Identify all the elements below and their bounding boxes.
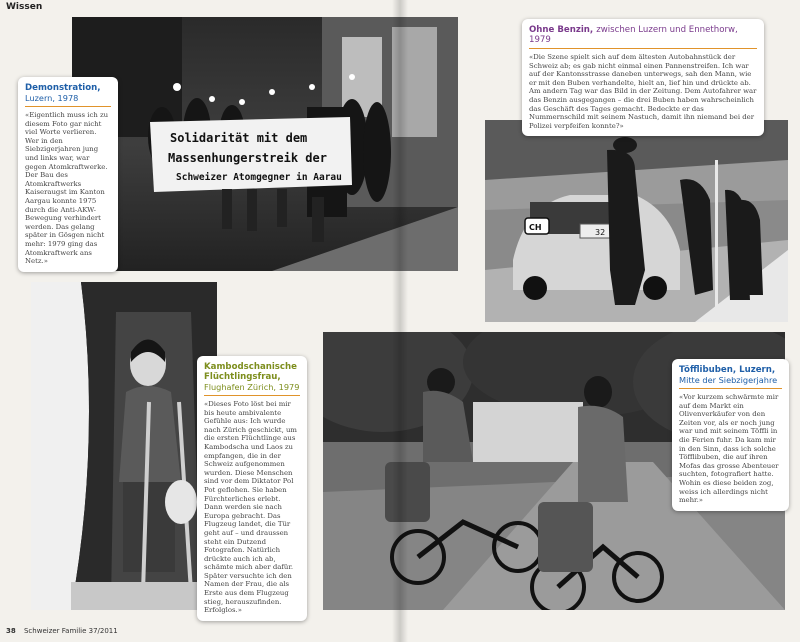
ch-sticker-text: CH: [529, 223, 542, 232]
caption-demonstration: [18, 77, 118, 272]
caption-kambodscha-rule: [204, 395, 300, 396]
center-fold: [392, 0, 408, 642]
kambodscha-image: [31, 282, 217, 610]
photo-ohne-benzin: [485, 120, 788, 322]
ohne-benzin-image: [485, 120, 788, 322]
caption-kambodscha: [197, 356, 307, 621]
caption-demonstration-text: «Eigentlich muss ich zu diesem Foto gar nicht viel Worte verlieren. Wer in den Siebzigerjahren jung und links war, war gegen Atomkraftwerke. Der Bau des Atomkraftwerks Kaiseraugst im Kanton Aargau konnte 1975 durch die Anti-AKW-Bewegung verhindert werden. Das gelang später in Gösgen nicht mehr: 1979 ging das Atomkraftwerk ans Netz.»: [25, 111, 109, 266]
caption-ohne-benzin-text: «Die Szene spielt sich auf dem ältesten Autobahnstück der Schweiz ab; es gab nicht einmal einen Pannenstreifen. Ich war auf der Kantonsstrasse daneben unterwegs, sah den Mann, wie er mit den Buben verhandelte, hielt an, lief hin und drückte ab. Am andern Tag war das Bild in der Zeitung. Dem Autofahrer war das Benzin ausgegangen – die drei Buben haben wahrscheinlich das Geschäft des Tages gemacht. Bedeckte er das Nummernschild mit seinem Nastuch, damit ihn niemand bei der Polizei verpfeifen konnte?»: [529, 53, 757, 130]
caption-kambodscha-subtitle: Flughafen Zürich, 1979: [204, 382, 300, 392]
plate-text: 32: [595, 228, 606, 237]
caption-kambodscha-text: «Dieses Foto löst bei mir bis heute ambivalente Gefühle aus: Ich wurde nach Zürich geschickt, um die ersten Flüchtlinge aus Kambodscha und Laos zu empfangen, die in der Schweiz aufgenommen wurden. Diese Menschen sind vor dem Diktator Pol Pot geflohen. Sie haben Fürchterliches erlebt. Dann werden sie nach Europa gebracht. Das Flugzeug landet, die Tür geht auf – und draussen steht ein Dutzend Fotografen. Natürlich drückte auch ich ab, schämte mich aber dafür. Später versuchte ich den Namen der Frau, die als Erste aus dem Flugzeug stieg, herauszufinden. Erfolglos.»: [204, 400, 297, 615]
caption-demonstration-title: Demonstration,: [25, 83, 101, 93]
car: [513, 195, 680, 300]
page-number: 38: [6, 627, 16, 635]
caption-toeffli-rule: [679, 388, 782, 389]
caption-ohne-benzin-heading: [529, 25, 757, 45]
caption-ohne-benzin-title: Ohne Benzin,: [529, 25, 594, 35]
caption-toeffli: [672, 359, 789, 511]
publication-name: Schweizer Familie 37/2011: [23, 627, 118, 635]
banner-line-2: Massenhungerstreik der: [168, 151, 327, 165]
caption-demonstration-rule: [25, 106, 111, 107]
caption-demonstration-subtitle: Luzern, 1978: [25, 93, 79, 103]
caption-toeffli-title: Töfflibuben, Luzern,: [679, 365, 776, 375]
section-label: Wissen: [6, 2, 43, 12]
caption-kambodscha-title: Kambodschanische Flüchtlingsfrau,: [204, 362, 297, 382]
caption-toeffli-text: «Vor kurzem schwärmte mir auf dem Markt ein Olivenverkäufer von den Zeiten vor, als er noch jung war und mit seinem Töffli in die Ferien fuhr. Da kam mir in den Sinn, dass ich solche Töfflibuben, die auf ihren Mofas das grosse Abenteuer suchten, fotografiert hatte. Wohin es diese beiden zog, weiss ich allerdings nicht mehr.»: [679, 393, 779, 505]
protest-banner: [150, 117, 352, 192]
caption-ohne-benzin-subtitle: zwischen Luzern und Ennethorw, 1979: [529, 25, 738, 45]
photo-kambodscha: [31, 282, 217, 610]
caption-ohne-benzin: [522, 19, 764, 136]
caption-toeffli-subtitle: Mitte der Siebzigerjahre: [679, 375, 778, 385]
caption-ohne-benzin-rule: [529, 48, 757, 49]
banner-line-1: Solidarität mit dem: [170, 131, 308, 145]
page-footer: [6, 627, 118, 635]
banner-line-3: Schweizer Atomgegner in Aarau: [176, 172, 342, 183]
